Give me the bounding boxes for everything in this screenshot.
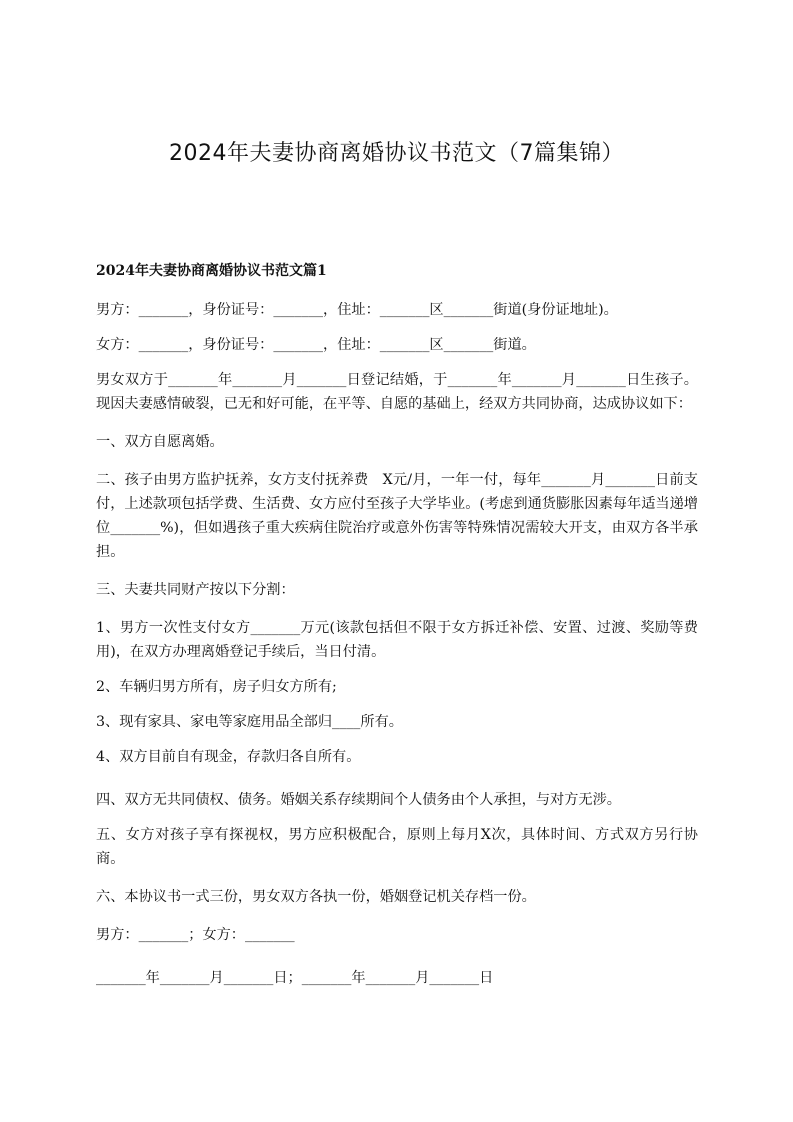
paragraph-female-party: 女方：_______，身份证号：_______，住址：_______区_______街道。 [96,337,536,353]
paragraph-property-3: 3、现有家具、家电等家庭用品全部归____所有。 [96,714,403,730]
paragraph-clause-5: 五、女方对孩子享有探视权，男方应积极配合，原则上每月X次，具体时间、方式双方另行协商。 [96,827,698,867]
paragraph-marriage-info: 男女双方于_______年_______月_______日登记结婚，于_______年_______月_______日生孩子。现因夫妻感情破裂，已无和好可能，在平等、自愿的基础上，经双方共同协商，达成协议如下： [96,372,698,412]
paragraph-property-1: 1、男方一次性支付女方_______万元(该款包括但不限于女方拆迁补偿、安置、过渡、奖励等费用)，在双方办理离婚登记手续后，当日付清。 [96,620,698,660]
paragraph-dates: _______年_______月_______日；_______年_______月_______日 [96,970,494,986]
paragraph-clause-4: 四、双方无共同债权、债务。婚姻关系存续期间个人债务由个人承担，与对方无涉。 [96,792,621,808]
paragraph-male-party: 男方：_______，身份证号：_______，住址：_______区_______街道(身份证地址)。 [96,302,618,318]
paragraph-property-2: 2、车辆归男方所有，房子归女方所有; [96,679,337,695]
document-title: 2024年夫妻协商离婚协议书范文（7篇集锦） [169,141,624,166]
paragraph-clause-3: 三、夫妻共同财产按以下分割： [96,582,295,598]
paragraph-property-4: 4、双方目前自有现金，存款归各自所有。 [96,749,361,765]
paragraph-clause-2: 二、孩子由男方监护抚养，女方支付抚养费 X元/月，一年一付，每年_______月_______日前支付，上述款项包括学费、生活费、女方应付至孩子大学毕业。(考虑到通货膨胀因素每年适当递增位_______%)，但如遇孩子重大疾病住院治疗或意外伤害等特殊情况需较大开支，由双方各半承担。 [96,472,698,560]
paragraph-clause-1: 一、双方自愿离婚。 [96,434,224,450]
document-body [96,298,698,1004]
paragraph-signatures: 男方：_______；女方：_______ [96,927,295,943]
paragraph-clause-6: 六、本协议书一式三份，男女双方各执一份，婚姻登记机关存档一份。 [96,889,536,905]
section-heading: 2024年夫妻协商离婚协议书范文篇1 [96,263,327,279]
